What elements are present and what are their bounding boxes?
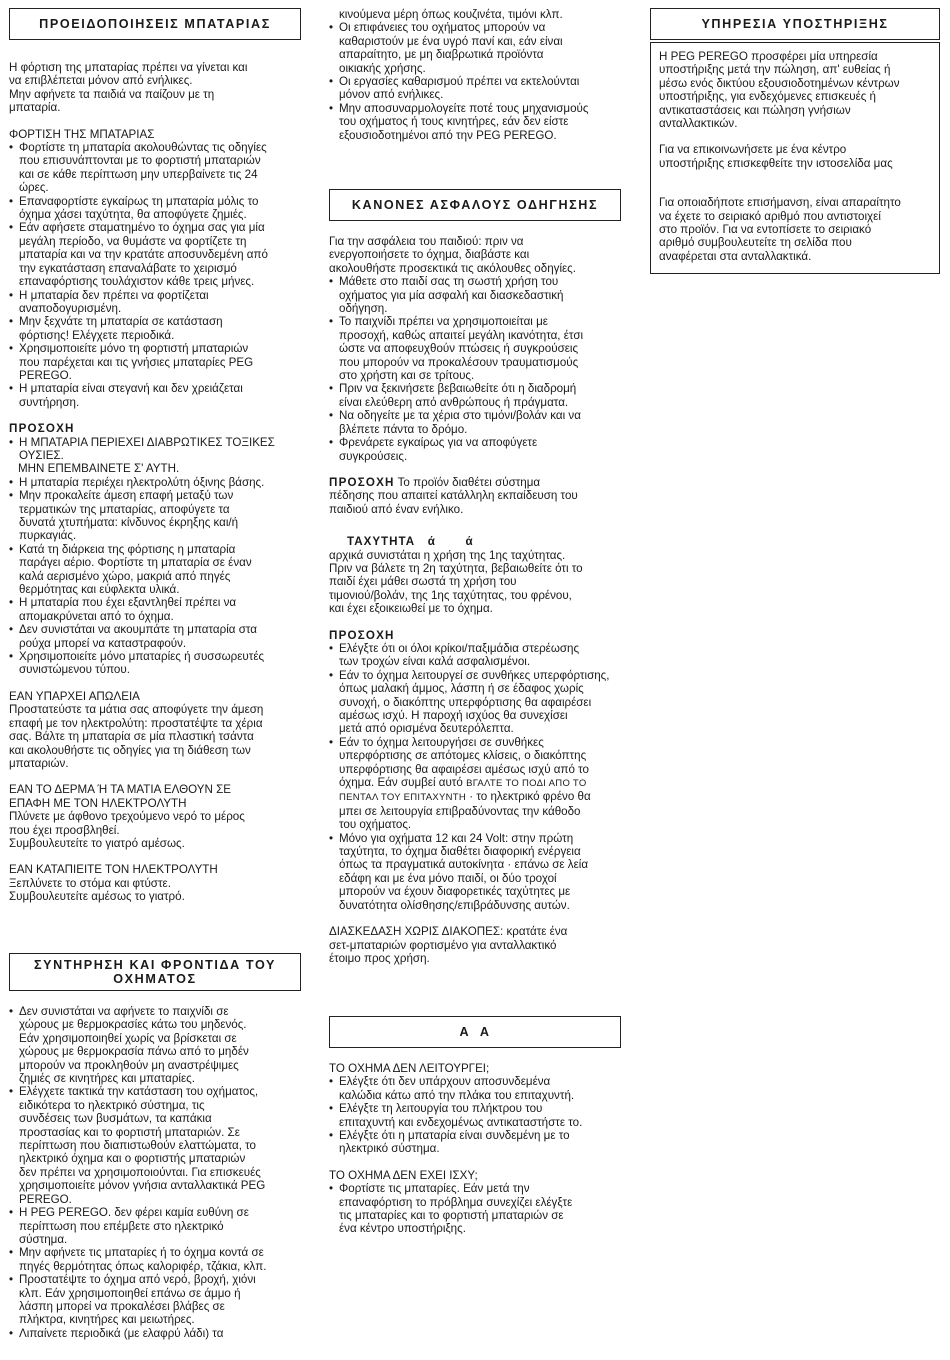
- list-item: • Φρενάρετε εγκαίρως για να αποφύγετε συγκρούσεις.: [329, 436, 621, 463]
- list-item: • Ελέγξτε ότι οι όλοι κρίκοι/παξιμάδια στερέωσης των τροχών είναι καλά ασφαλισμένοι.: [329, 642, 621, 669]
- section-heading-service: [650, 8, 940, 40]
- maintenance-list: [9, 1005, 301, 1340]
- service-line: Η PEG PEREGO προσφέρει μία υπηρεσία: [659, 50, 878, 63]
- list-item: • Η μπαταρία δεν πρέπει να φορτίζεται αναποδογυρισμένη.: [9, 289, 301, 316]
- nonstop-line: έτοιμο προς χρήση.: [329, 951, 430, 965]
- heading-text: ΚΑΝΟΝΕΣ ΑΣΦΑΛΟΥΣ ΟΔΗΓΗΣΗΣ: [351, 198, 599, 212]
- intro-line: ακολουθήστε προσεκτικά τις ακόλουθες οδηγίες.: [329, 261, 576, 275]
- caution-list: [329, 642, 621, 912]
- speed-line: και έχει εξοικειωθεί με το όχημα.: [329, 602, 493, 616]
- swallow-title: ΕΑΝ ΚΑΤΑΠΙΕΙΤΕ ΤΟΝ ΗΛΕΚΤΡΟΛΥΤΗ: [9, 863, 218, 877]
- leak-line: επαφή με τον ηλεκτρολύτη: προστατέψτε τα χέρια: [9, 716, 263, 730]
- list-item: • Μην προκαλείτε άμεση επαφή μεταξύ των τερματικών της μπαταρίας, αποφύγετε τα δυνατά χτυπήματα: κίνδυνος έκρηξης και/ή πυρκαγιάς.: [9, 489, 301, 543]
- speed-line: παιδί έχει μάθει σωστά τη χρήση του: [329, 575, 517, 589]
- continued-line: κινούμενα μέρη όπως κουζινέτα, τιμόνι κλπ.: [339, 8, 563, 21]
- service-line: Για οποιαδήποτε επισήμανση, είναι απαραίτητο: [659, 196, 901, 210]
- nonstop-line: σετ-μπαταριών φορτισμένο για ανταλλακτικό: [329, 938, 557, 952]
- list-item: • Μην αφήνετε τις μπαταρίες ή το όχημα κοντά σε πηγές θερμότητας όπως καλοριφέρ, τζάκια, κλπ.: [9, 1246, 301, 1273]
- swallow-line: Συμβουλευτείτε αμέσως το γιατρό.: [9, 890, 185, 904]
- list-item: • Ελέγξτε τη λειτουργία του πλήκτρου του επιταχυντή και ενδεχομένως αντικαταστήστε το.: [329, 1102, 621, 1129]
- list-item: • Χρησιμοποιείτε μόνο τη φορτιστή μπαταριών που παρέχεται και τις γνήσιες μπαταρίες PEG PEREGO.: [9, 342, 301, 382]
- service-line: στο προϊόν. Για να εντοπίσετε το σειριακό: [659, 223, 872, 237]
- list-item: • Ελέγξτε ότι δεν υπάρχουν αποσυνδεμένα καλώδια κάτω από την πλάκα του επιταχυντή.: [329, 1075, 621, 1102]
- service-box: [650, 42, 940, 274]
- service-line: υποστήριξης μετά την πώληση, απ' ευθείας ή: [659, 63, 891, 77]
- leak-line: και ακολουθήστε τις οδηγίες για τη διάθεση των: [9, 743, 251, 757]
- list-item: • Το παιχνίδι πρέπει να χρησιμοποιείται με προσοχή, καθώς απαιτεί μεγάλη ικανότητα, έτσι ώστε να αποφευχθούν πτώσεις ή συγκρούσεις που μπορούν να προκαλέσουν τραυματισμούς στο χρήστη και σε τρίτους.: [329, 315, 621, 382]
- list-item: • Προστατέψτε το όχημα από νερό, βροχή, χιόνι κλπ. Εάν χρησιμοποιηθεί επάνω σε άμμο ή λάσπη μπορεί να προκαλέσει βλάβες σε πλήκτρα, κινητήρες και μειωτήρες.: [9, 1273, 301, 1327]
- safe-driving-list: [329, 275, 621, 463]
- list-item: • Λιπαίνετε περιοδικά (με ελαφρύ λάδι) τα: [9, 1327, 301, 1340]
- speed-line: Πριν να βάλετε τη 2η ταχύτητα, βεβαιωθείτε ότι το: [329, 561, 583, 575]
- caution-line: πέδησης που απαιτεί κατάλληλη εκπαίδευση του: [329, 489, 578, 503]
- leak-line: σας. Βάλτε τη μπαταρία σε μία πλαστική τσάντα: [9, 730, 254, 744]
- caution-list-2: [9, 476, 301, 677]
- list-item: • Εάν αφήσετε σταματημένο το όχημα σας για μία μεγάλη περίοδο, να θυμάστε να φορτίζετε τη μπαταρία και να την κρατάτε αποσυνδεμένη από την εγκατάσταση επαναλάβατε το χειρισμό επαναφόρτισης τουλάχιστον κάθε τρεις μήνες.: [9, 221, 301, 288]
- service-line: αριθμό συμβουλευτείτε τη σελίδα που: [659, 236, 852, 250]
- trouble-list: [329, 1075, 621, 1155]
- list-item: • Εάν το όχημα λειτουργεί σε συνθήκες υπερφόρτισης, όπως μαλακή άμμος, λάσπη ή σε έδαφος χωρίς συνοχή, ο διακόπτης υπερφόρτισης θα αφαιρέσει αμέσως ισχύ. Η παροχή ισχύος θα συνεχίσει μετά από ορισμένα δευτερόλεπτα.: [329, 669, 621, 736]
- list-item: • Η μπαταρία είναι στεγανή και δεν χρειάζεται συντήρηση.: [9, 382, 301, 409]
- heading-text: Α Α: [459, 1025, 491, 1039]
- service-line: αντικαταστάσεις και πώληση γνήσιων: [659, 103, 851, 117]
- trouble-title: ΤΟ ΟΧΗΜΑ ΔΕΝ ΛΕΙΤΟΥΡΓΕΙ;: [329, 1062, 490, 1075]
- service-line: υποστήριξης, για ενδεχόμενες επισκευές ή: [659, 90, 877, 104]
- maintenance-section: [9, 1005, 301, 1340]
- list-item: • Η μπαταρία περιέχει ηλεκτρολύτη όξινης βάσης.: [9, 476, 301, 489]
- list-item: • Δεν συνιστάται να ακουμπάτε τη μπαταρία στα ρούχα μπορεί να καταστραφούν.: [9, 623, 301, 650]
- battery-warnings-section: [9, 61, 301, 904]
- section-heading-troubleshooting: [329, 1016, 621, 1048]
- speed-line: αρχικά συνιστάται η χρήση της 1ης ταχύτητας.: [329, 548, 566, 562]
- list-item: • Επαναφορτίστε εγκαίρως τη μπαταρία μόλις το όχημα χάσει ταχύτητα, θα αποφύγετε ζημιές.: [9, 195, 301, 222]
- intro-line: Η φόρτιση της μπαταρίας πρέπει να γίνεται και: [9, 61, 248, 74]
- caution-list: [9, 436, 301, 463]
- troubleshooting-section: [329, 1062, 621, 1236]
- list-item: • Οι επιφάνειες του οχήματος μπορούν να καθαριστούν με ένα υγρό πανί και, εάν είναι απαραίτητο, με μη διαβρωτικά προϊόντα οικιακής χρήσης.: [329, 21, 621, 75]
- list-item: • Να οδηγείτε με τα χέρια στο τιμόνι/βολάν και να βλέπετε πάντα το δρόμο.: [329, 409, 621, 436]
- skin-title: ΕΑΝ ΤΟ ΔΕΡΜΑ Ή ΤΑ ΜΑΤΙΑ ΕΛΘΟΥΝ ΣΕ: [9, 783, 232, 797]
- service-line: υποστήριξης επισκεφθείτε την ιστοσελίδα μας: [659, 156, 893, 170]
- list-item: • Μόνο για οχήματα 12 και 24 Volt: στην πρώτη ταχύτητα, το όχημα διαθέτει διαφορική ενέργεια όπως τα πραγματικά αυτοκίνητα · επάνω σε λεία εδάφη και με ένα μόνο παιδί, οι δύο τροχοί μπορούν να έχουν διαφορετικές ταχύτητες με δυνατότητα ολίσθησης/επιβράδυνσης αυτών.: [329, 832, 621, 912]
- swallow-line: Ξεπλύνετε το στόμα και φτύστε.: [9, 876, 171, 890]
- intro-line: ενεργοποιήσετε το όχημα, διαβάστε και: [329, 248, 530, 262]
- list-item: • Κατά τη διάρκεια της φόρτισης η μπαταρία παράγει αέριο. Φορτίστε τη μπαταρία σε έναν καλά αερισμένο χώρο, μακριά από πηγές θερμότητας και εύφλεκτα υλικά.: [9, 543, 301, 597]
- service-line: μέσω ενός δικτύου εξουσιοδοτημένων κέντρων: [659, 76, 900, 90]
- list-item: • Μην ξεχνάτε τη μπαταρία σε κατάσταση φόρτισης! Ελέγχετε περιοδικά.: [9, 315, 301, 342]
- charging-list: [9, 141, 301, 409]
- heading-text: ΠΡΟΕΙΔΟΠΟΙΗΣΕΙΣ ΜΠΑΤΑΡΙΑΣ: [39, 17, 271, 31]
- intro-line: μπαταρία.: [9, 101, 61, 115]
- list-item: • Εάν το όχημα λειτουργήσει σε συνθήκες υπερφόρτισης σε απότομες κλίσεις, ο διακόπτης υπερφόρτισης θα αφαιρέσει αμέσως ισχύ από το όχημα. Εάν συμβεί αυτό ΒΓΑΛΤΕ ΤΟ ΠΟΔΙ ΑΠΟ ΤΟ ΠΕΝΤΑΛ ΤΟΥ ΕΠΙΤΑΧΥΝΤΗ · το ηλεκτρικό φρένο θα μπει σε λειτουργία επιβραδύνοντας την κάθοδο του οχήματος.: [329, 736, 621, 832]
- heading-text: ΣΥΝΤΗΡΗΣΗ ΚΑΙ ΦΡΟΝΤΙΔΑ ΤΟΥ: [33, 958, 277, 972]
- section-heading-maintenance: [9, 953, 301, 991]
- list-item: • Χρησιμοποιείτε μόνο μπαταρίες ή συσσωρευτές συνιστώμενου τύπου.: [9, 650, 301, 677]
- caution-line: παιδιού από έναν ενήλικο.: [329, 502, 464, 516]
- section-heading-battery-warnings: [9, 8, 301, 40]
- section-heading-safe-driving: [329, 189, 621, 221]
- caution-paragraph: [329, 476, 621, 489]
- intro-line: να επιβλέπεται μόνον από ενήλικες.: [9, 74, 193, 88]
- heading-text: ΟΧΗΜΑΤΟΣ: [113, 972, 197, 986]
- leak-line: μπαταριών.: [9, 756, 69, 770]
- service-line: Για να επικοινωνήσετε με ένα κέντρο: [659, 143, 847, 157]
- trouble-list-2: [329, 1182, 621, 1236]
- caution-text: Το προϊόν διαθέτει σύστημα: [394, 475, 541, 489]
- nonstop-line: ΔΙΑΣΚΕΔΑΣΗ ΧΩΡΙΣ ΔΙΑΚΟΠΕΣ: κρατάτε ένα: [329, 925, 568, 939]
- list-item: • Η PEG PEREGO. δεν φέρει καμία ευθύνη σε περίπτωση που επέμβετε στο ηλεκτρικό σύστημα.: [9, 1206, 301, 1246]
- charging-title: ΦΟΡΤΙΣΗ ΤΗΣ ΜΠΑΤΑΡΙΑΣ: [9, 127, 155, 141]
- intro-line: Για την ασφάλεια του παιδιού: πριν να: [329, 235, 524, 248]
- list-item: • Οι εργασίες καθαρισμού πρέπει να εκτελούνται μόνον από ενήλικες.: [329, 75, 621, 102]
- speed-line: τιμονιού/βολάν, της 1ης ταχύτητας, του φρένου,: [329, 588, 572, 602]
- safe-driving-section: [329, 235, 621, 965]
- caution-continuation: ΜΗΝ ΕΠΕΜΒΑΙΝΕΤΕ Σ' ΑΥΤΗ.: [18, 462, 180, 476]
- maintenance-continued: [329, 8, 621, 142]
- list-item: • Ελέγχετε τακτικά την κατάσταση του οχήματος, ειδικότερα το ηλεκτρικό σύστημα, τις συνδέσεις των βυσμάτων, τα καπάκια προστασίας και το φορτιστή μπαταριών. Σε περίπτωση που διαπιστωθούν ελαττώματα, το ηλεκτρικό όχημα και ο φορτιστής μπαταριών δεν πρέπει να χρησιμοποιούνται. Για επισκευές χρησιμοποιείτε μόνον γνήσια ανταλλακτικά PEG PEREGO.: [9, 1085, 301, 1206]
- caution-title: ΠΡΟΣΟΧΗ: [9, 422, 75, 436]
- skin-title: ΕΠΑΦΗ ΜΕ ΤΟΝ ΗΛΕΚΤΡΟΛΥΤΗ: [9, 796, 187, 810]
- list-item: • Μάθετε στο παιδί σας τη σωστή χρήση του οχήματος για μία ασφαλή και διασκεδαστική οδήγηση.: [329, 275, 621, 315]
- trouble-title: ΤΟ ΟΧΗΜΑ ΔΕΝ ΕΧΕΙ ΙΣΧΥ;: [329, 1168, 478, 1182]
- service-line: να έχετε το σειριακό αριθμό που αντιστοιχεί: [659, 209, 881, 223]
- intro-line: Μην αφήνετε τα παιδιά να παίζουν με τη: [9, 87, 215, 101]
- list-item: • Μην αποσυναρμολογείτε ποτέ τους μηχανισμούς του οχήματος ή τους κινητήρες, εάν δεν είστε εξουσιοδοτημένοι από την PEG PEREGO.: [329, 102, 621, 142]
- heading-text: ΥΠΗΡΕΣΙΑ ΥΠΟΣΤΗΡΙΞΗΣ: [701, 17, 889, 31]
- leak-title: ΕΑΝ ΥΠΑΡΧΕΙ ΑΠΩΛΕΙΑ: [9, 689, 140, 703]
- skin-line: που έχει προσβληθεί.: [9, 823, 120, 837]
- leak-line: Προστατεύστε τα μάτια σας αποφύγετε την άμεση: [9, 703, 264, 717]
- list-item: • Ελέγξτε ότι η μπαταρία είναι συνδεμένη με το ηλεκτρικό σύστημα.: [329, 1129, 621, 1156]
- caution-title: ΠΡΟΣΟΧΗ: [329, 628, 395, 642]
- service-line: ανταλλακτικών.: [659, 117, 738, 131]
- maintenance-list-cont: [329, 21, 621, 142]
- skin-line: Πλύνετε με άφθονο τρεχούμενο νερό το μέρος: [9, 810, 245, 824]
- caution-label: ΠΡΟΣΟΧΗ: [329, 475, 395, 489]
- list-item: • Δεν συνιστάται να αφήνετε το παιχνίδι σε χώρους με θερμοκρασίες κάτω του μηδενός. Εάν χρησιμοποιηθεί χωρίς να βρίσκεται σε χώρους με θερμοκρασία πάνω από το μηδέν μπορούν να προκληθούν μη αναστρέψιμες ζημιές σε κινητήρες και μπαταρίες.: [9, 1005, 301, 1085]
- list-item: • Φορτίστε τις μπαταρίες. Εάν μετά την επαναφόρτιση το πρόβλημα συνεχίζει ελέγξτε τις μπαταρίες και το φορτιστή μπαταριών σε ένα κέντρο υποστήριξης.: [329, 1182, 621, 1236]
- list-item: • Η ΜΠΑΤΑΡΙΑ ΠΕΡΙΕΧΕΙ ΔΙΑΒΡΩΤΙΚΕΣ ΤΟΞΙΚΕΣ ΟΥΣΙΕΣ.: [9, 436, 301, 463]
- list-item: • Πριν να ξεκινήσετε βεβαιωθείτε ότι η διαδρομή είναι ελεύθερη από ανθρώπους ή πράγματα.: [329, 382, 621, 409]
- speed-title: ΤΑΧΥΤΗΤΑ ά ά: [347, 535, 474, 549]
- skin-line: Συμβουλευτείτε το γιατρό αμέσως.: [9, 836, 185, 850]
- list-item: • Η μπαταρία που έχει εξαντληθεί πρέπει να απομακρύνεται από το όχημα.: [9, 596, 301, 623]
- service-line: αναφέρεται στα ανταλλακτικά.: [659, 249, 812, 263]
- list-item: • Φορτίστε τη μπαταρία ακολουθώντας τις οδηγίες που επισυνάπτονται με το φορτιστή μπαταριών και σε κάθε περίπτωση μην υπερβαίνετε τις 24 ώρες.: [9, 141, 301, 195]
